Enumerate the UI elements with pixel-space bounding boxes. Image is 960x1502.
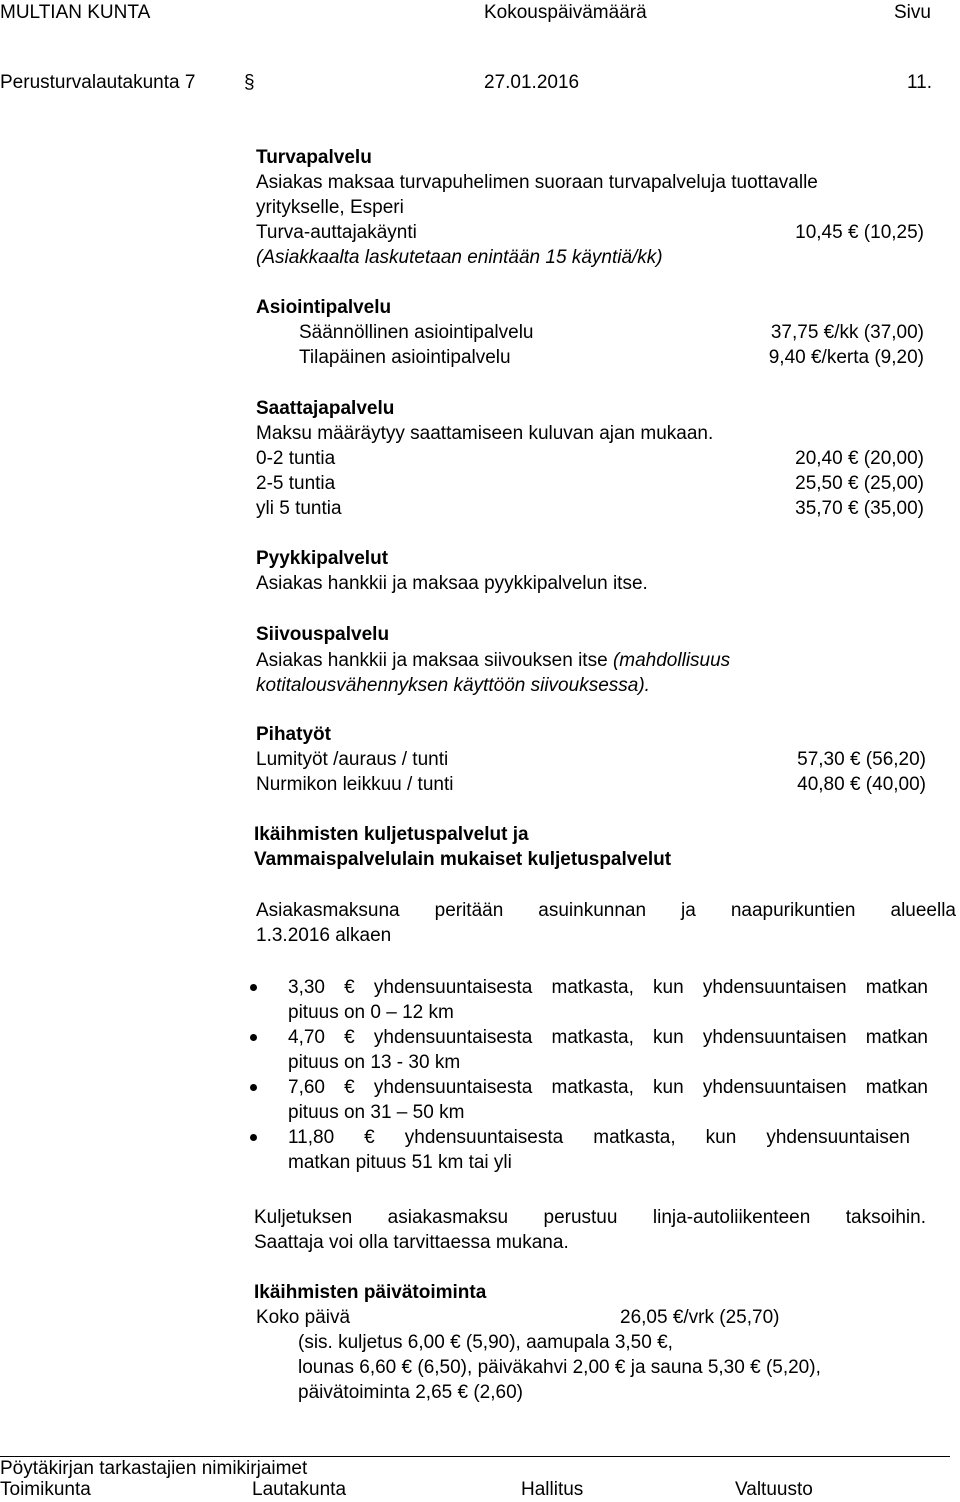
page-label: Sivu (894, 2, 931, 23)
kuljetus-intro: Asiakasmaksuna peritään asuinkunnan ja naapurikuntien alueella (256, 900, 956, 921)
saattaja-item-label: yli 5 tuntia (256, 498, 342, 519)
siivous-title: Siivouspalvelu (256, 624, 390, 645)
saattaja-item-price: 20,40 € (20,00) (795, 448, 924, 469)
turvapalvelu-text: yritykselle, Esperi (256, 197, 404, 218)
pihatyot-item-price: 57,30 € (56,20) (797, 749, 926, 770)
signatures-label: Pöytäkirjan tarkastajien nimikirjaimet (0, 1458, 308, 1479)
date-label: Kokouspäivämäärä (484, 2, 647, 23)
fare-item: pituus on 31 – 50 km (288, 1102, 465, 1123)
paivatoiminta-detail: (sis. kuljetus 6,00 € (5,90), aamupala 3,50 €, (298, 1332, 673, 1353)
footer-col: Valtuusto (735, 1479, 813, 1500)
pyykki-title: Pyykkipalvelut (256, 548, 389, 569)
saattaja-title: Saattajapalvelu (256, 398, 395, 419)
fare-item: 7,60 € yhdensuuntaisesta matkasta, kun yhdensuuntaisen matkan (288, 1077, 928, 1098)
asiointi-item-price: 9,40 €/kerta (9,20) (768, 347, 924, 368)
saattaja-desc: Maksu määräytyy saattamiseen kuluvan ajan mukaan. (256, 423, 714, 444)
fare-item: 4,70 € yhdensuuntaisesta matkasta, kun yhdensuuntaisen matkan (288, 1027, 928, 1048)
bullet-dot (250, 1084, 257, 1091)
kuljetus-title: Vammaispalvelulain mukaiset kuljetuspalvelut (254, 849, 672, 870)
org-name: MULTIAN KUNTA (0, 2, 151, 23)
asiointi-item-label: Säännöllinen asiointipalvelu (299, 322, 534, 343)
bullet-dot (250, 1034, 257, 1041)
footer-col: Toimikunta (0, 1479, 91, 1500)
page-number: 11. (907, 72, 933, 93)
pihatyot-item-label: Nurmikon leikkuu / tunti (256, 774, 454, 795)
paivatoiminta-price: 26,05 €/vrk (25,70) (620, 1307, 780, 1328)
fare-item: pituus on 0 – 12 km (288, 1002, 454, 1023)
saattaja-item-price: 35,70 € (35,00) (795, 498, 924, 519)
fare-item: pituus on 13 - 30 km (288, 1052, 461, 1073)
pyykki-desc: Asiakas hankkii ja maksaa pyykkipalvelun itse. (256, 573, 648, 594)
siivous-desc-italic: (mahdollisuus (612, 650, 731, 671)
kuljetus-basis: Saattaja voi olla tarvittaessa mukana. (254, 1232, 569, 1253)
kuljetus-basis: Kuljetuksen asiakasmaksu perustuu linja-autoliikenteen taksoihin. (254, 1207, 926, 1228)
meeting-date: 27.01.2016 (484, 72, 580, 93)
kuljetus-title: Ikäihmisten kuljetuspalvelut ja (254, 824, 529, 845)
saattaja-item-label: 2-5 tuntia (256, 473, 336, 494)
paivatoiminta-title: Ikäihmisten päivätoiminta (254, 1282, 487, 1303)
paivatoiminta-detail: lounas 6,60 € (6,50), päiväkahvi 2,00 € ja sauna 5,30 € (5,20), (298, 1357, 821, 1378)
asiointi-item-price: 37,75 €/kk (37,00) (770, 322, 924, 343)
siivous-desc-italic: kotitalousvähennyksen käyttöön siivouksessa). (256, 675, 650, 696)
section-symbol: § (244, 72, 255, 93)
paivatoiminta-detail: päivätoiminta 2,65 € (2,60) (298, 1382, 523, 1403)
saattaja-item-label: 0-2 tuntia (256, 448, 336, 469)
asiointi-title: Asiointipalvelu (256, 297, 392, 318)
bullet-dot (250, 984, 257, 991)
fare-item: 3,30 € yhdensuuntaisesta matkasta, kun yhdensuuntaisen matkan (288, 977, 928, 998)
bullet-dot (250, 1134, 257, 1141)
turva-item-label: Turva-auttajakäynti (256, 222, 417, 243)
footer-col: Hallitus (521, 1479, 584, 1500)
kuljetus-intro: 1.3.2016 alkaen (256, 925, 392, 946)
footer-col: Lautakunta (252, 1479, 347, 1500)
siivous-desc-normal: Asiakas hankkii ja maksaa siivouksen itse (256, 650, 608, 671)
pihatyot-item-price: 40,80 € (40,00) (797, 774, 926, 795)
fare-item: matkan pituus 51 km tai yli (288, 1152, 512, 1173)
turvapalvelu-title: Turvapalvelu (256, 147, 372, 168)
pihatyot-item-label: Lumityöt /auraus / tunti (256, 749, 449, 770)
saattaja-item-price: 25,50 € (25,00) (795, 473, 924, 494)
turva-item-price: 10,45 € (10,25) (795, 222, 924, 243)
pihatyot-title: Pihatyöt (256, 724, 331, 745)
paivatoiminta-label: Koko päivä (256, 1307, 351, 1328)
siivous-desc (256, 648, 730, 673)
body-name: Perusturvalautakunta 7 (0, 72, 196, 93)
turvapalvelu-note: (Asiakkaalta laskutetaan enintään 15 käyntiä/kk) (256, 247, 663, 268)
fare-item: 11,80 € yhdensuuntaisesta matkasta, kun yhdensuuntaisen (288, 1127, 910, 1148)
turvapalvelu-text: Asiakas maksaa turvapuhelimen suoraan turvapalveluja tuottavalle (256, 172, 818, 193)
asiointi-item-label: Tilapäinen asiointipalvelu (299, 347, 511, 368)
